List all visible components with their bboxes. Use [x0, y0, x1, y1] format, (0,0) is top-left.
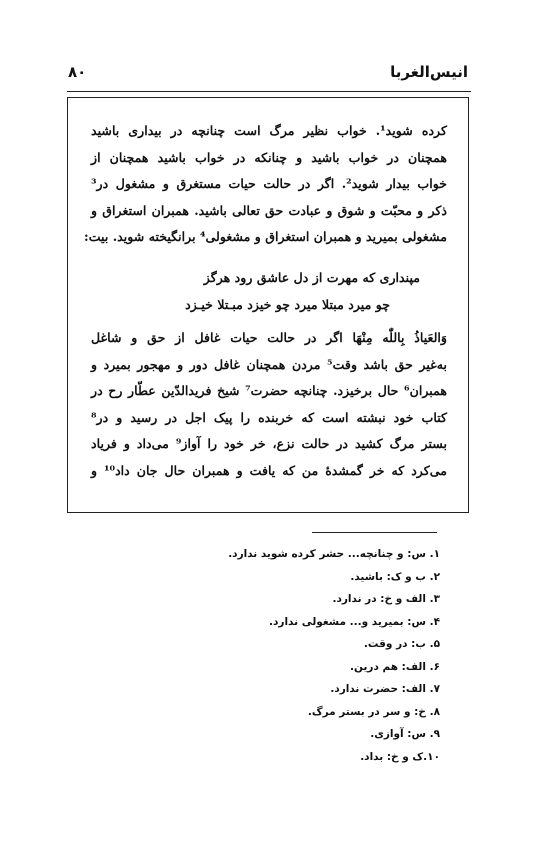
text-line: کرده شوید¹. خواب نظیر مرگ است چنانچه در بیداری باشید: [91, 123, 447, 138]
running-title: انیس‌الغربا: [390, 63, 468, 81]
text-line: خواب بیدار شوید². اگر در حالت حیات مستغرق و مشغول در³: [91, 176, 447, 192]
text-line: وَالعَیاذُ بِاللّٰه مِنْهَا اگر در حالت حیات غافل از حق و شاغل: [91, 330, 447, 345]
footnote: ۹. س: آوازی.: [370, 728, 440, 740]
footnote: ۷. الف: حضرت ندارد.: [330, 683, 440, 695]
text-line: بستر مرگ کشید در حالت نزع، خر خود را آواز⁹ می‌داد و فریاد: [91, 436, 447, 452]
footnote: ۱۰.ک و خ: بداد.: [360, 750, 440, 763]
body-paragraph-1: [84, 118, 447, 251]
text-line: می‌کرد که خر گمشدهٔ من که یافت و همبران حال جان داد¹⁰ و: [91, 462, 447, 478]
text-line: مشغولی بمیرید و همبران استغراق و مشغولی⁴ برانگیخته شوید. بیت:: [84, 229, 447, 245]
footnote: ۲. ب و ک: باشید.: [350, 570, 440, 583]
text-line: ذکر و محبّت و شوق و عبادت حق تعالی باشید. همبران استغراق و: [91, 202, 447, 218]
footnote: ۱. س: و چنانچه... حشر کرده شوید ندارد.: [228, 548, 440, 560]
footnote: ۶. الف: هم درین.: [350, 660, 440, 673]
footnote: ۵. ب: در وقت.: [363, 638, 440, 650]
footnote: ۳. الف و خ: در ندارد.: [332, 593, 440, 605]
text-line: همبران⁶ حال برخیزد. چنانچه حضرت⁷ شیخ فریدالدّین عطّار رح در: [91, 383, 447, 399]
text-line: همچنان در خواب باشید و چنانکه در خواب باشید همچنان از: [91, 149, 447, 165]
footnotes: [150, 543, 440, 768]
page-number: ۸۰: [68, 63, 87, 81]
footnote-rule: [312, 532, 437, 533]
verse-line-2: چو میرد مبتلا میرد چو خیزد مبـتلا خیـزد: [185, 297, 390, 312]
text-line: به‌غیر حق باشد وقت⁵ مردن همچنان غافل دور و مهجور بمیرد و: [91, 356, 447, 372]
footnote: ۸. خ: و سر در بستر مرگ.: [307, 705, 440, 718]
body-paragraph-2: [91, 325, 447, 485]
page-header: [68, 60, 468, 84]
header-rule: [67, 91, 471, 92]
footnote: ۴. س: بمیرید و... مشغولی ندارد.: [269, 615, 440, 628]
text-line: کتاب خود نبشته است که خربنده را پیک اجل در رسید و در⁸: [91, 409, 447, 425]
verse-line-1: مپنداری که مهرت از دل عاشق رود هرگز: [203, 270, 420, 285]
